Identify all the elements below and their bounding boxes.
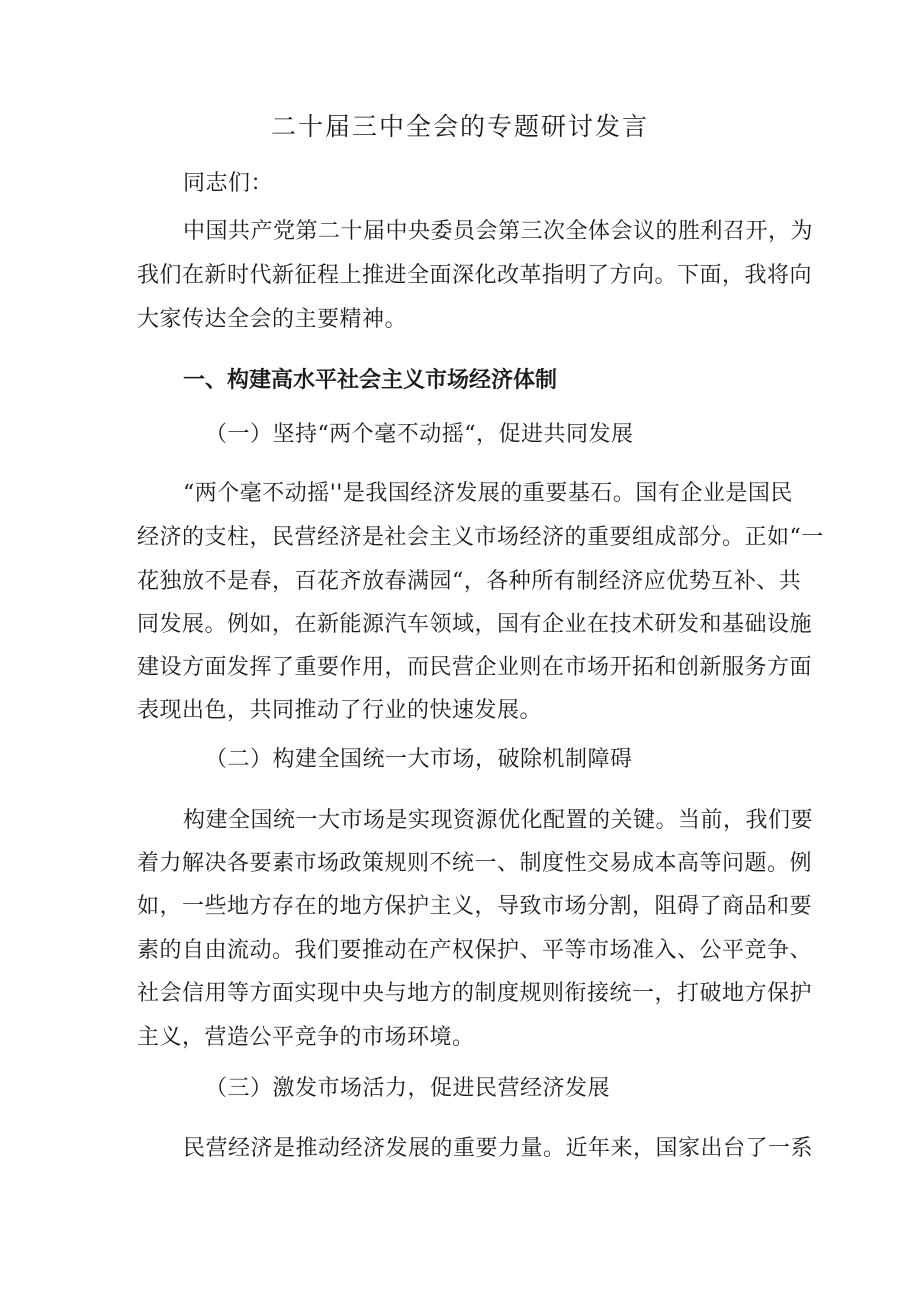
- paragraph-line: 民营经济是推动经济发展的重要力量。近年来，国家出台了一系: [183, 1136, 814, 1161]
- subsection-heading: （二）构建全国统一大市场，破除机制障碍: [205, 747, 633, 772]
- paragraph-line: 社会信用等方面实现中央与地方的制度规则衔接统一，打破地方保护: [137, 981, 813, 1006]
- paragraph-line: 经济的支柱，民营经济是社会主义市场经济的重要组成部分。正如“一: [137, 525, 824, 550]
- paragraph-line: 花独放不是春，百花齐放春满园“，各种所有制经济应优势互补、共: [137, 569, 802, 594]
- paragraph-line: 大家传达全会的主要精神。: [137, 307, 408, 332]
- paragraph-line: 建设方面发挥了重要作用，而民营企业则在市场开拓和创新服务方面: [137, 655, 813, 680]
- paragraph-line: 着力解决各要素市场政策规则不统一、制度性交易成本高等问题。例: [137, 851, 813, 876]
- paragraph-line: 中国共产党第二十届中央委员会第三次全体会议的胜利召开，为: [183, 219, 814, 244]
- paragraph-line: 我们在新时代新征程上推进全面深化改革指明了方向。下面，我将向: [137, 263, 813, 288]
- subsection-heading: （一）坚持“两个毫不动摇“，促进共同发展: [205, 422, 634, 447]
- paragraph-line: 素的自由流动。我们要推动在产权保护、平等市场准入、公平竞争、: [137, 938, 813, 963]
- paragraph-line: “两个毫不动摇''是我国经济发展的重要基石。国有企业是国民: [183, 481, 793, 506]
- subsection-heading: （三）激发市场活力，促进民营经济发展: [205, 1076, 611, 1101]
- paragraph-line: 构建全国统一大市场是实现资源优化配置的关键。当前，我们要: [183, 808, 814, 833]
- paragraph-line: 表现出色，共同推动了行业的快速发展。: [137, 698, 543, 723]
- paragraph-line: 同发展。例如，在新能源汽车领域，国有企业在技术研发和基础设施: [137, 612, 813, 637]
- paragraph-line: 如，一些地方存在的地方保护主义，导致市场分割，阻碍了商品和要: [137, 894, 813, 919]
- paragraph-line: 主义，营造公平竞争的市场环境。: [137, 1025, 475, 1050]
- document-title: 二十届三中全会的专题研讨发言: [270, 112, 649, 141]
- section-heading: 一、构建高水平社会主义市场经济体制: [183, 368, 558, 393]
- salutation: 同志们：: [183, 171, 274, 196]
